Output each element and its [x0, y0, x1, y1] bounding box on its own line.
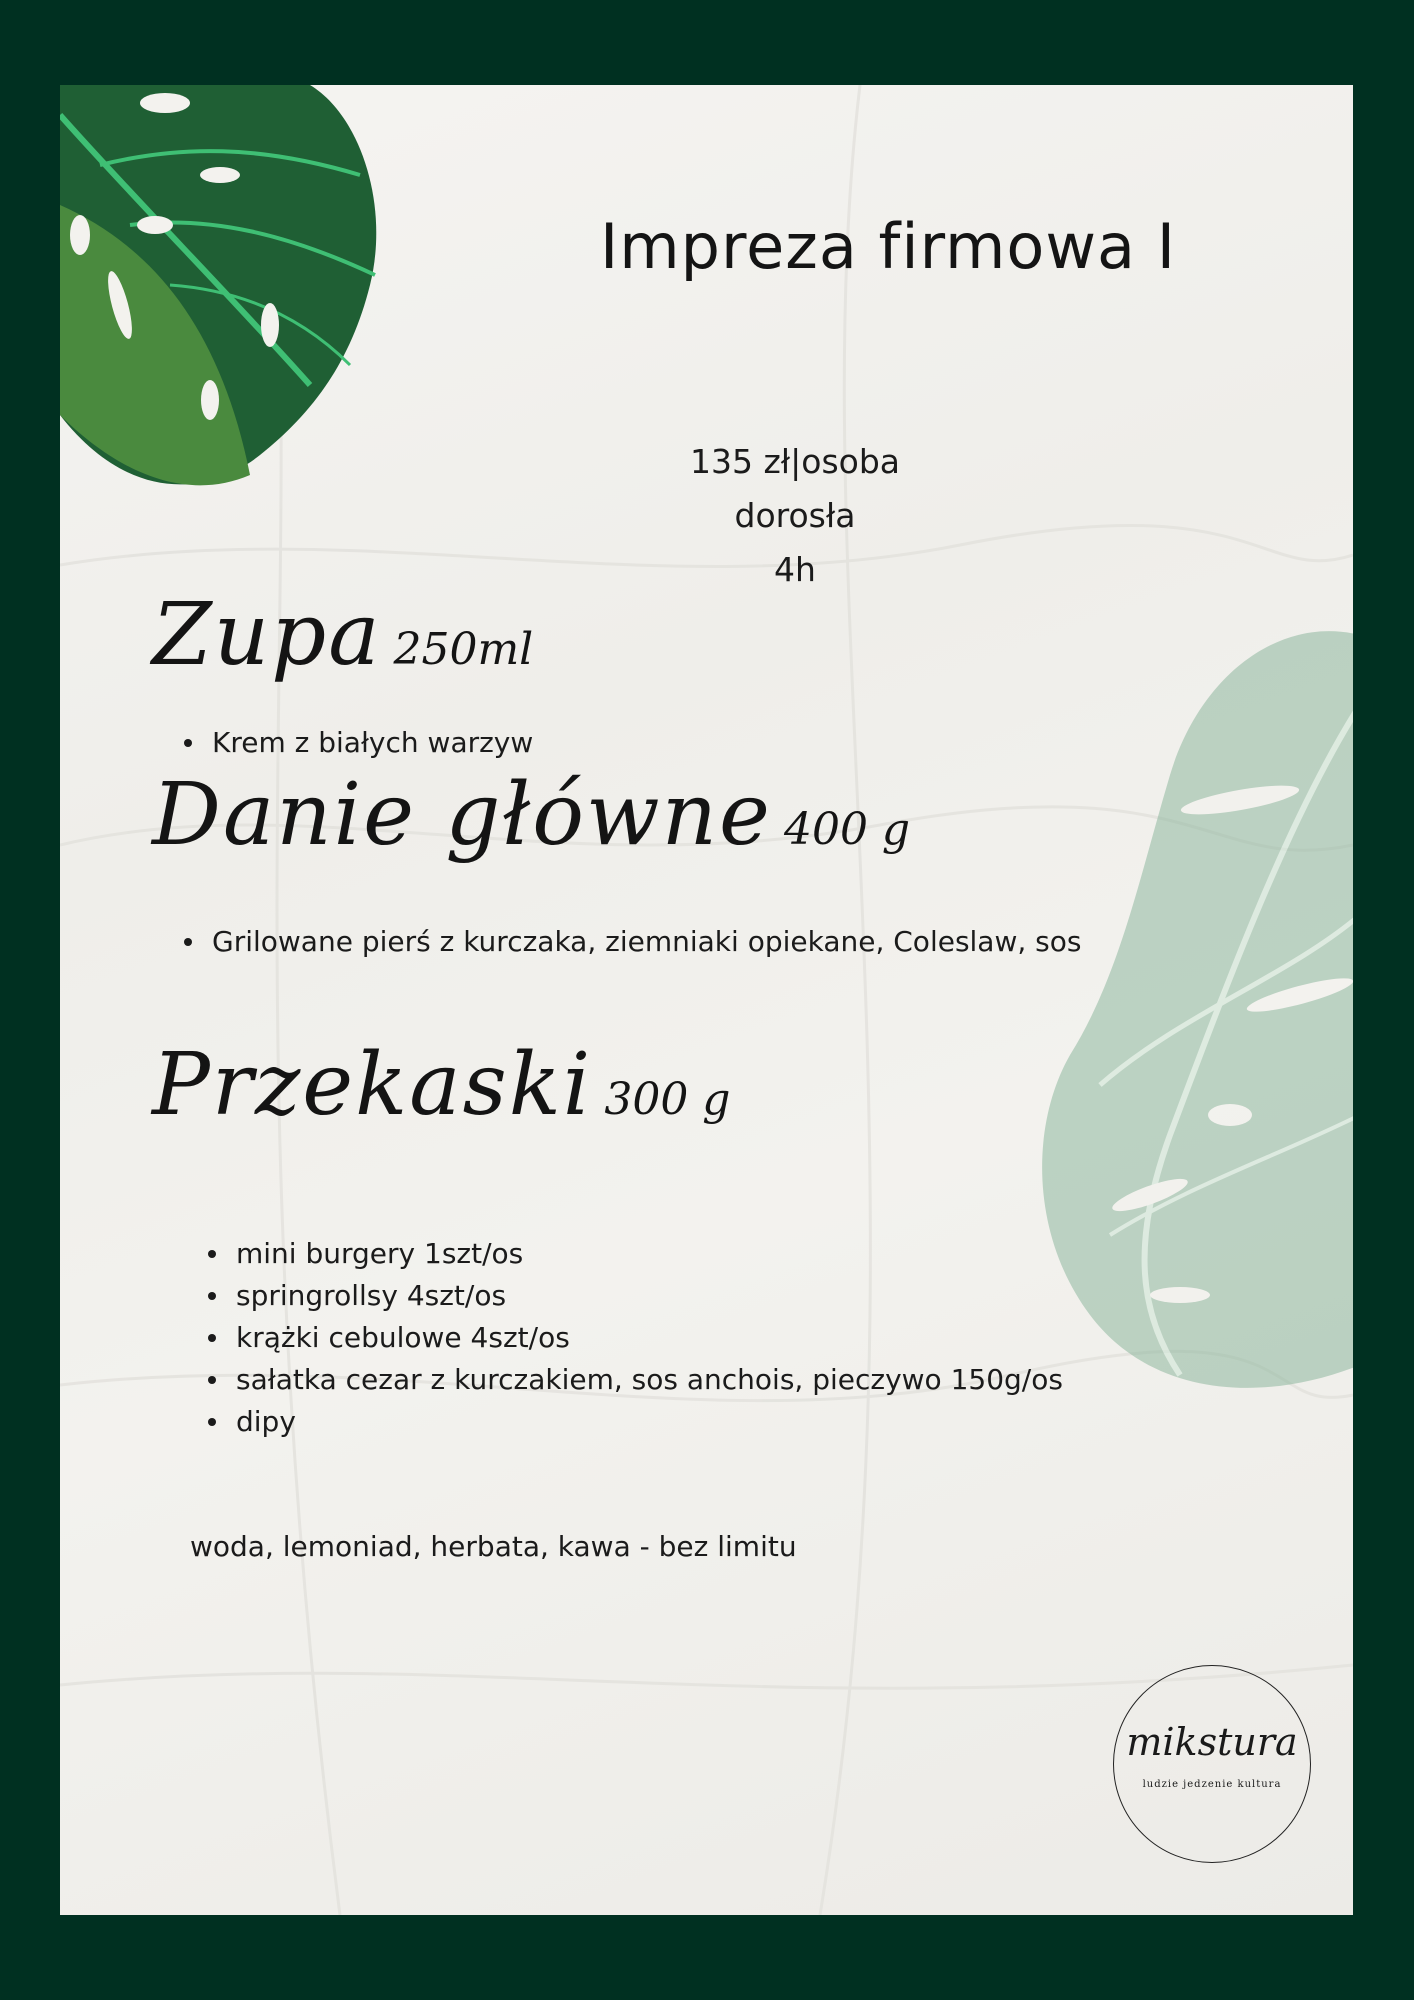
list-item: springrollsy 4szt/os [206, 1275, 1063, 1317]
section-portion: 250ml [393, 624, 534, 675]
section-heading-zupa [152, 585, 533, 685]
section-name: Danie główne [152, 765, 772, 865]
price-info [630, 435, 960, 597]
section-portion: 300 g [604, 1074, 731, 1125]
price-line: 135 zł|osoba dorosła [689, 442, 901, 535]
list-item: mini burgery 1szt/os [206, 1233, 1063, 1275]
menu-page [60, 85, 1353, 1915]
page-title: Impreza firmowa I [600, 210, 1177, 283]
danie-list [182, 921, 1081, 963]
logo-name: mikstura [1126, 1720, 1298, 1764]
mikstura-logo [1113, 1665, 1311, 1863]
section-portion: 400 g [783, 804, 911, 855]
list-item: Krem z białych warzyw [182, 722, 533, 764]
section-heading-przekaski [152, 1035, 730, 1135]
section-name: Zupa [152, 585, 382, 685]
list-item: dipy [206, 1401, 1063, 1443]
monstera-leaf-icon [60, 85, 390, 505]
duration: 4h [774, 550, 816, 589]
list-item: krążki cebulowe 4szt/os [206, 1317, 1063, 1359]
monstera-leaf-icon [1030, 615, 1353, 1415]
drinks-note: woda, lemoniad, herbata, kawa - bez limitu [190, 1530, 797, 1563]
section-heading-danie [152, 765, 910, 865]
zupa-list [182, 722, 533, 764]
przekaski-list [206, 1233, 1063, 1443]
logo-tagline: ludzie jedzenie kultura [1142, 1779, 1282, 1790]
list-item: sałatka cezar z kurczakiem, sos anchois, pieczywo 150g/os [206, 1359, 1063, 1401]
section-name: Przekaski [152, 1035, 593, 1135]
list-item: Grilowane pierś z kurczaka, ziemniaki opiekane, Coleslaw, sos [182, 921, 1081, 963]
